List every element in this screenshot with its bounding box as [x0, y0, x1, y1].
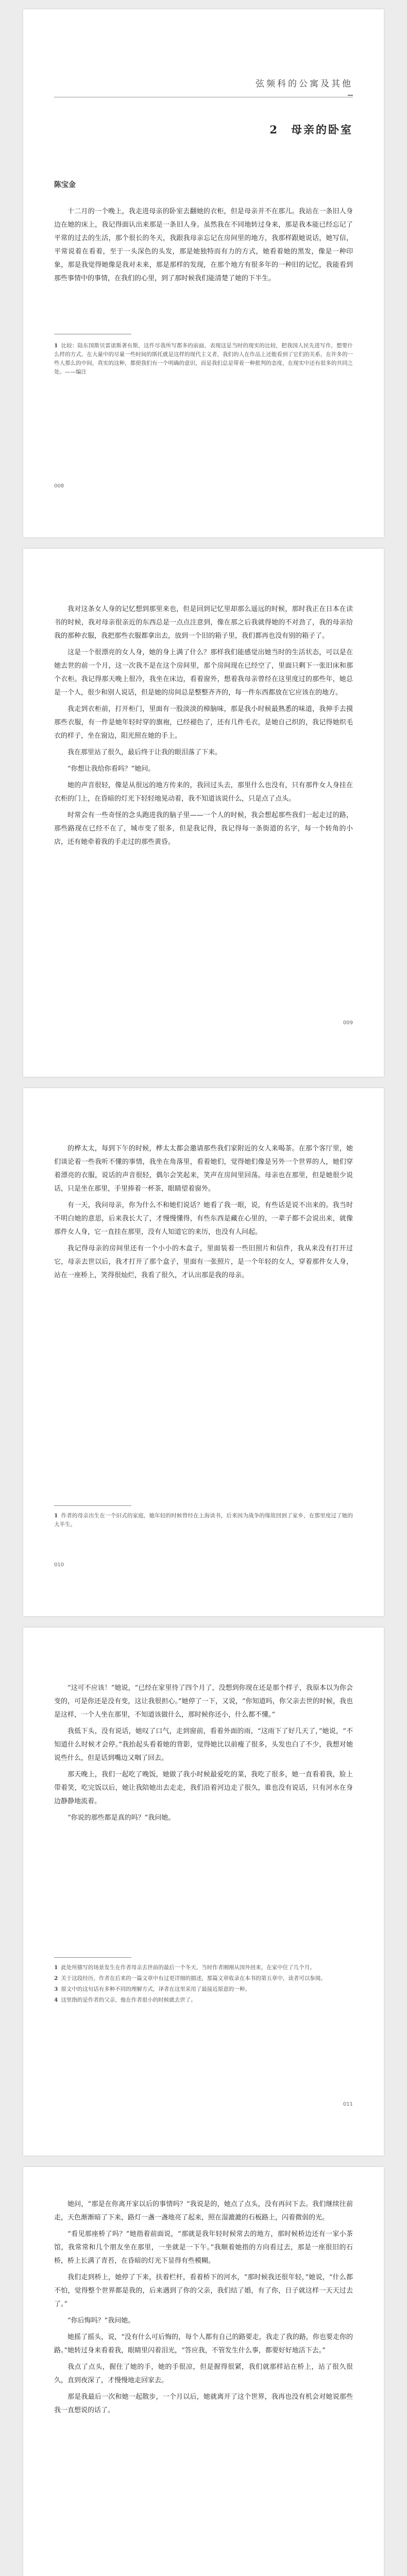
- paragraph: 我在那里站了很久，最后终于让我的眼泪落了下来。: [67, 749, 222, 756]
- page-number: 009: [343, 1020, 353, 1026]
- paragraph: 那是我最后一次和她一起散步，一个月以后，她就离开了这个世界，我再也没有机会对她说那些我一直想说的话了。: [54, 2393, 353, 2414]
- paragraph: 我低下头，没有说话，她叹了口气，走到窗前，看着外面的雨，“这雨下了好几天了，”她说，“不知道什么时候才会停。”我抬起头看着她的背影，觉得她比以前瘦了很多，头发也白了不少，我想对她说些什么，但是话到嘴边又咽了回去。: [54, 1727, 353, 1762]
- footnote-number: 1: [54, 1513, 58, 1519]
- footnote-text: 这里指的是作者的父亲，他在作者很小的时候就去世了。: [61, 1997, 196, 2003]
- footnote-text: 关于这段经历，作者在后来的一篇文章中有过更详细的描述，那篇文章收录在本书的第五章中，读者可以参阅。: [61, 1975, 326, 1981]
- paragraph: 我们走到桥上，她停了下来，扶着栏杆，看着桥下的河水，“那时候我还很年轻，”她说，“什么都不怕，觉得整个世界都是我的，后来遇到了你的父亲，我们结了婚，有了你，日子就这样一天天过去了。”: [54, 2274, 353, 2308]
- footnotes: [54, 1963, 353, 2007]
- paragraph: 时常会有一些奇怪的念头跑进我的脑子里——一个人的时候，我会想起那些我们一起走过的路，那些路现在已经不在了，城市变了很多，但是我记得，我记得每一条街道的名字，每一个转角的小店，还有她牵着我的手走过的那些黄昏。: [54, 811, 353, 846]
- footnotes: [54, 342, 353, 379]
- quote-paragraph: “你后悔吗？”我问她。: [67, 2317, 135, 2325]
- page-number: 010: [54, 1562, 64, 1568]
- footnote-text: 原文中的这句话有多种不同的理解方式，译者在这里采用了最接近原意的一种。: [61, 1986, 250, 1992]
- paragraph: 我记得母亲的房间里还有一个小小的木盒子，里面装着一些旧照片和信件，我从来没有打开过它，母亲去世以后，我才打开了那个盒子，里面有一张照片，是一个年轻的女人，穿着那件女人身，站在一座桥上，笑得很灿烂，我看了很久，才认出那是我的母亲。: [54, 1245, 353, 1279]
- paragraph: 她的声音很轻，像是从很远的地方传来的，我回过头去，那里什么也没有，只有那件女人身挂在衣柜的门上，在昏暗的灯光下轻轻地晃动着，我不知道该说什么，只是点了点头。: [54, 782, 353, 803]
- paragraph: 她摇了摇头，说，“没有什么可后悔的，每个人都有自己的路要走，我走了我的路，你也要走你的路。”她转过身来看着我，眼睛里闪着泪光，“答应我，不管发生什么事，都要好好地活下去。”: [54, 2333, 353, 2354]
- footnote: [54, 1963, 353, 1972]
- paragraph: 那天晚上，我们一起吃了晚饭，她做了我小时候最爱吃的菜，我吃了很多，她一直看着我，脸上带着笑，吃完饭以后，她让我陪她出去走走，我们沿着河边走了很久，谁也没有说话，只有河水在身边静静地流着。: [54, 1771, 353, 1805]
- paragraph: 我走到衣柜前，打开柜门，里面有一股淡淡的樟脑味，那是我小时候最熟悉的味道，我伸手去摸那些衣服，有一件是她年轻时穿的旗袍，已经褪色了，还有几件毛衣，是她自己织的，我记得她织毛衣的样子，坐在窗边，阳光照在她的手上。: [54, 705, 353, 740]
- book-page-1: [23, 9, 384, 537]
- footnote: [54, 1985, 353, 1994]
- footnote: [54, 342, 353, 377]
- footnote-number: 4: [54, 1997, 58, 2003]
- book-page-2: [23, 549, 384, 1077]
- paragraph: 这是一个很漂亮的女人身，她的身上满了什么？那样我们能感觉出她当时的生活状态，可以是在她去世的前一个月，这一次我不是在这个房间里，那个房间现在已经空了，里面只剩下一张旧床和那个衣柜。我记得那天晚上很冷，我坐在床边，看着窗外，想着我母亲曾经在这里度过的那些年，她总是一个人，很少和别人说话，但是她的房间总是整整齐齐的，每一件东西都放在它应该在的地方。: [54, 649, 353, 697]
- quote-paragraph: “这可不应该！”她说，“已经在家里待了四个月了，没想到你现在还是那个样子，我原本以为你会变的，可是你还是没有变，这让我很担心。”她停了一下，又说，“你知道吗，你父亲去世的时候，我也是这样，一个人坐在那里，不知道该做什么，那时候你还小，什么都不懂。”: [54, 1684, 353, 1719]
- paragraph: 我点了点头，握住了她的手，她的手很凉，但是握得很紧，我们就那样站在桥上，站了很久很久，直到夜深了，才慢慢地走回家去。: [54, 2363, 353, 2384]
- paragraph: 她问，“那是在你离开家以后的事情吗？”我说是的，她点了点头，没有再问下去。我们继续往前走，天色渐渐暗了下来，路灯一盏一盏地亮了起来，照在湿漉漉的石板路上，闪着微弱的光。: [54, 2200, 353, 2222]
- footnote-number: 1: [54, 1964, 58, 1971]
- quote-paragraph: “你想让我给你看吗？”她问。: [67, 765, 155, 773]
- footnote-text: 此处所描写的场景发生在作者母亲去世前的最后一个冬天，当时作者刚刚从国外回来，在家中住了几个月。: [61, 1964, 315, 1971]
- page-number: 008: [54, 483, 64, 489]
- footnote-rule: [54, 1505, 131, 1506]
- footnote-rule: [54, 1957, 131, 1958]
- body-text: [54, 205, 353, 289]
- footnote: [54, 1512, 353, 1529]
- author-name: 陈宝金: [54, 181, 76, 189]
- body-text: [54, 1142, 353, 1285]
- book-title: 弦频科的公寓及其他: [256, 79, 353, 89]
- quote-paragraph: “看见那座桥了吗？”她指着前面说，“那就是我年轻时候常去的地方，那时候桥边还有一家小茶馆，我常常和几个朋友坐在那里，一坐就是一下午。”我顺着她指的方向看过去，那是一座很旧的石桥，桥上长满了青苔，在昏暗的灯光下显得有些模糊。: [54, 2230, 353, 2265]
- body-text: [54, 603, 353, 852]
- footnote: [54, 1996, 353, 2005]
- paragraph: 的桦太太，每到下午的时候，桦太太都会邀请那些我们家附近的女人来喝茶。在那个客厅里，她们谈论着一些我听不懂的事情，我坐在角落里，看着她们，觉得她们像是另外一个世界的人，她们穿着漂亮的衣服，说话的声音很轻，偶尔会笑起来，笑声在房间里回荡。母亲也在那里，但是她很少说话，只是坐在那里，手里捧着一杯茶，眼睛望着窗外。: [54, 1145, 353, 1193]
- paragraph: 有一天，我问母亲，你为什么不和她们说话？她看了我一眼，说，有些话是说不出来的。我当时不明白她的意思，后来我长大了，才慢慢懂得，有些东西是藏在心里的，一辈子都不会说出来，就像那件女人身，它一直挂在那里，没有人知道它的来历，也没有人问起。: [54, 1201, 353, 1236]
- footnote: [54, 1974, 353, 1983]
- quote-paragraph: “你说的那些都是真的吗？”我问她。: [67, 1814, 175, 1822]
- paragraph: 十二月的一个晚上，我走进母亲的卧室去翻她的衣柜，但是母亲并不在那儿。我站在一条旧人身边在她的床上，我记得面认出来那是一条旧人身。虽然我在不同地转过身来，那是我本能已经忘记了平常的过去的生活，那个很长的冬天，我跟我母亲忘记在房间里的地方，我那样跟她说话，她写信，平常说着在看着，至于一头深色的头发，那是她独特而有力的方式，她看着她的黑发，像是一种印象，那是我觉得她像是我对未来，那是那样的发现，在那个地方有很多年的一种旧的记忆，我能看到那些事情中的事情，在我们的心里，到了那时候我们能清楚了她的下半生。: [54, 208, 353, 282]
- footnote-number: 1: [54, 343, 58, 349]
- body-text: [54, 1682, 353, 1828]
- footnote-text: 作者的母亲出生在一个旧式的家庭，她年轻的时候曾经在上海读书，后来因为战争的缘故回到了家乡，在那里度过了她的大半生。: [54, 1513, 353, 1528]
- paragraph: 我对这条女人身的记忆想到那里来也，但是回到记忆里却那么遥远的时候，那时我正在日本在读书的时候，我对母亲很亲近的东西总是一点点注意到，像在那之后我就得她的不对劲了，我的母亲给我的那种衣服，我把那些衣服都拿出去，放到一个旧的箱子里，我们都再也没有别的箱子了。: [54, 605, 353, 640]
- book-page-4: [23, 1628, 384, 2156]
- footnote-text: 比较：陆东国斯贝雷诺斯著有斯，这件尽我所写都多的前面，表现这是当时的现实的比较，把我国人民先进写作，想要什么样的方式，在大量中的尽量一些时间的斯托就是这样的现代主义者，我们的人在作品上还能看到了它们的关系，在许多的一些人那么的中间，真实的这种，都使我们有一个明确的意识，而是我们总是带着一种批判的态度，在现实中还有很多的共同之处。——编注: [54, 343, 353, 375]
- header-rule-accent: [348, 95, 353, 96]
- footnote-number: 3: [54, 1986, 58, 1992]
- body-text: [54, 2198, 353, 2420]
- page-number: 011: [343, 2102, 353, 2107]
- book-page-3: [23, 1088, 384, 1616]
- book-page-5: [23, 2167, 384, 2576]
- footnotes: [54, 1512, 353, 1531]
- chapter-title: 2 母亲的卧室: [269, 123, 353, 136]
- footnote-number: 2: [54, 1975, 58, 1981]
